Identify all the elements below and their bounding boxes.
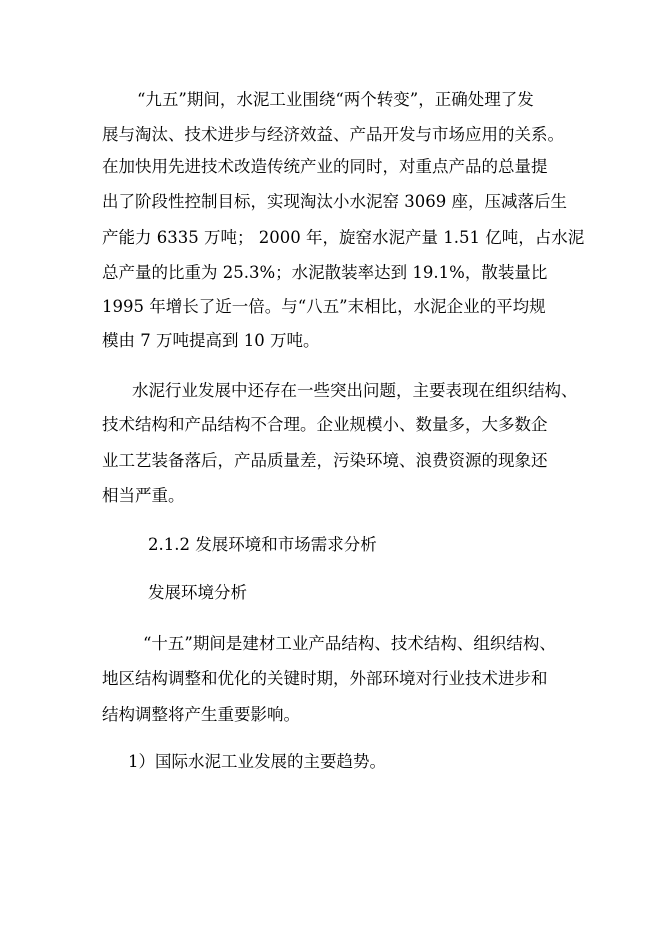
paragraph-1-line-3: 在加快用先进技术改造传统产业的同时，对重点产品的总量提 <box>102 157 548 176</box>
paragraph-2-line-1: 水泥行业发展中还存在一些突出问题，主要表现在组织结构、 <box>132 381 578 400</box>
paragraph-1-line-8: 模由 7 万吨提高到 10 万吨。 <box>102 331 320 350</box>
paragraph-2-line-4: 相当严重。 <box>102 486 185 505</box>
paragraph-1-line-5: 产能力 6335 万吨； 2000 年，旋窑水泥产量 1.51 亿吨，占水泥 <box>102 228 585 247</box>
list-item-1: 1）国际水泥工业发展的主要趋势。 <box>128 752 386 771</box>
paragraph-1-line-2: 展与淘汰、技术进步与经济效益、产品开发与市场应用的关系。 <box>102 125 564 144</box>
paragraph-1-line-4: 出了阶段性控制目标，实现淘汰小水泥窑 3069 座，压减落后生 <box>102 192 567 211</box>
paragraph-2-line-2: 技术结构和产品结构不合理。企业规模小、数量多，大多数企 <box>102 415 548 434</box>
paragraph-1-line-6: 总产量的比重为 25.3%；水泥散装率达到 19.1%，散装量比 <box>102 263 548 282</box>
paragraph-3-line-3: 结构调整将产生重要影响。 <box>102 705 300 724</box>
paragraph-1-line-1: “九五”期间，水泥工业围绕“两个转变”，正确处理了发 <box>137 90 534 109</box>
paragraph-2-line-3: 业工艺装备落后，产品质量差，污染环境、浪费资源的现象还 <box>102 451 548 470</box>
paragraph-3-line-1: “十五”期间是建材工业产品结构、技术结构、组织结构、 <box>143 634 556 653</box>
paragraph-1-line-7: 1995 年增长了近一倍。与“八五”末相比，水泥企业的平均规 <box>102 297 546 316</box>
paragraph-3-line-2: 地区结构调整和优化的关键时期，外部环境对行业技术进步和 <box>102 669 548 688</box>
section-heading: 2.1.2 发展环境和市场需求分析 <box>148 535 377 554</box>
subheading: 发展环境分析 <box>148 583 247 602</box>
